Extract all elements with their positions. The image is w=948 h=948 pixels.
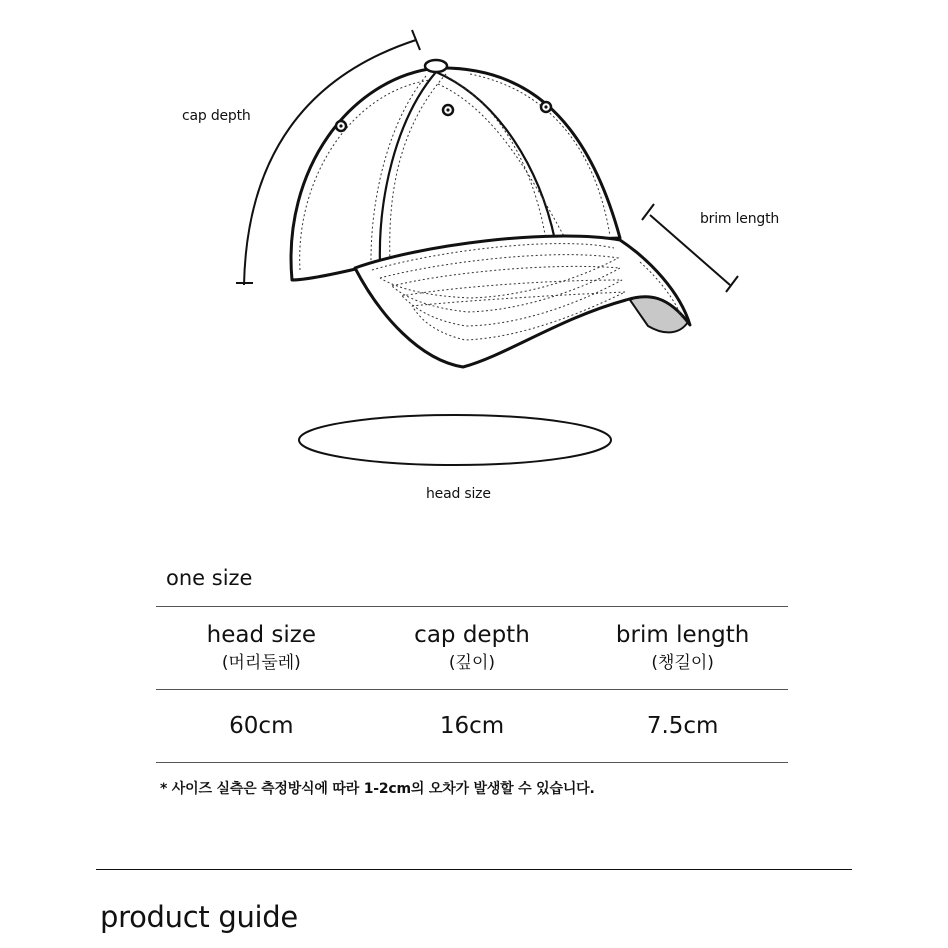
head-size-value: 60cm <box>229 713 294 739</box>
size-table-header-row <box>156 607 788 690</box>
head-size-ellipse <box>299 415 611 465</box>
cap-button <box>425 60 447 72</box>
brim-length-label: brim length <box>700 211 780 227</box>
table-row <box>156 690 788 763</box>
column-label-ko: (깊이) <box>448 653 496 673</box>
column-label-en: cap depth <box>414 622 530 648</box>
size-section <box>156 560 788 763</box>
column-brim-length <box>577 607 788 690</box>
measurement-note: * 사이즈 실측은 측정방식에 따라 1-2cm의 오차가 발생할 수 있습니다. <box>160 781 595 797</box>
product-guide-title: product guide <box>100 900 298 934</box>
head-size-label: head size <box>426 486 491 502</box>
cap-depth-value: 16cm <box>439 713 505 739</box>
column-label-ko: (챙길이) <box>651 653 714 673</box>
size-table <box>156 606 788 763</box>
column-label-en: head size <box>206 622 316 648</box>
brim-length-value: 7.5cm <box>646 713 719 739</box>
cap-depth-label: cap depth <box>182 108 251 124</box>
column-cap-depth <box>367 607 578 690</box>
column-label-ko: (머리둘레) <box>221 653 301 673</box>
column-head-size <box>156 607 367 690</box>
section-divider <box>96 869 852 870</box>
column-label-en: brim length <box>615 622 750 648</box>
size-section-title: one size <box>166 566 253 590</box>
